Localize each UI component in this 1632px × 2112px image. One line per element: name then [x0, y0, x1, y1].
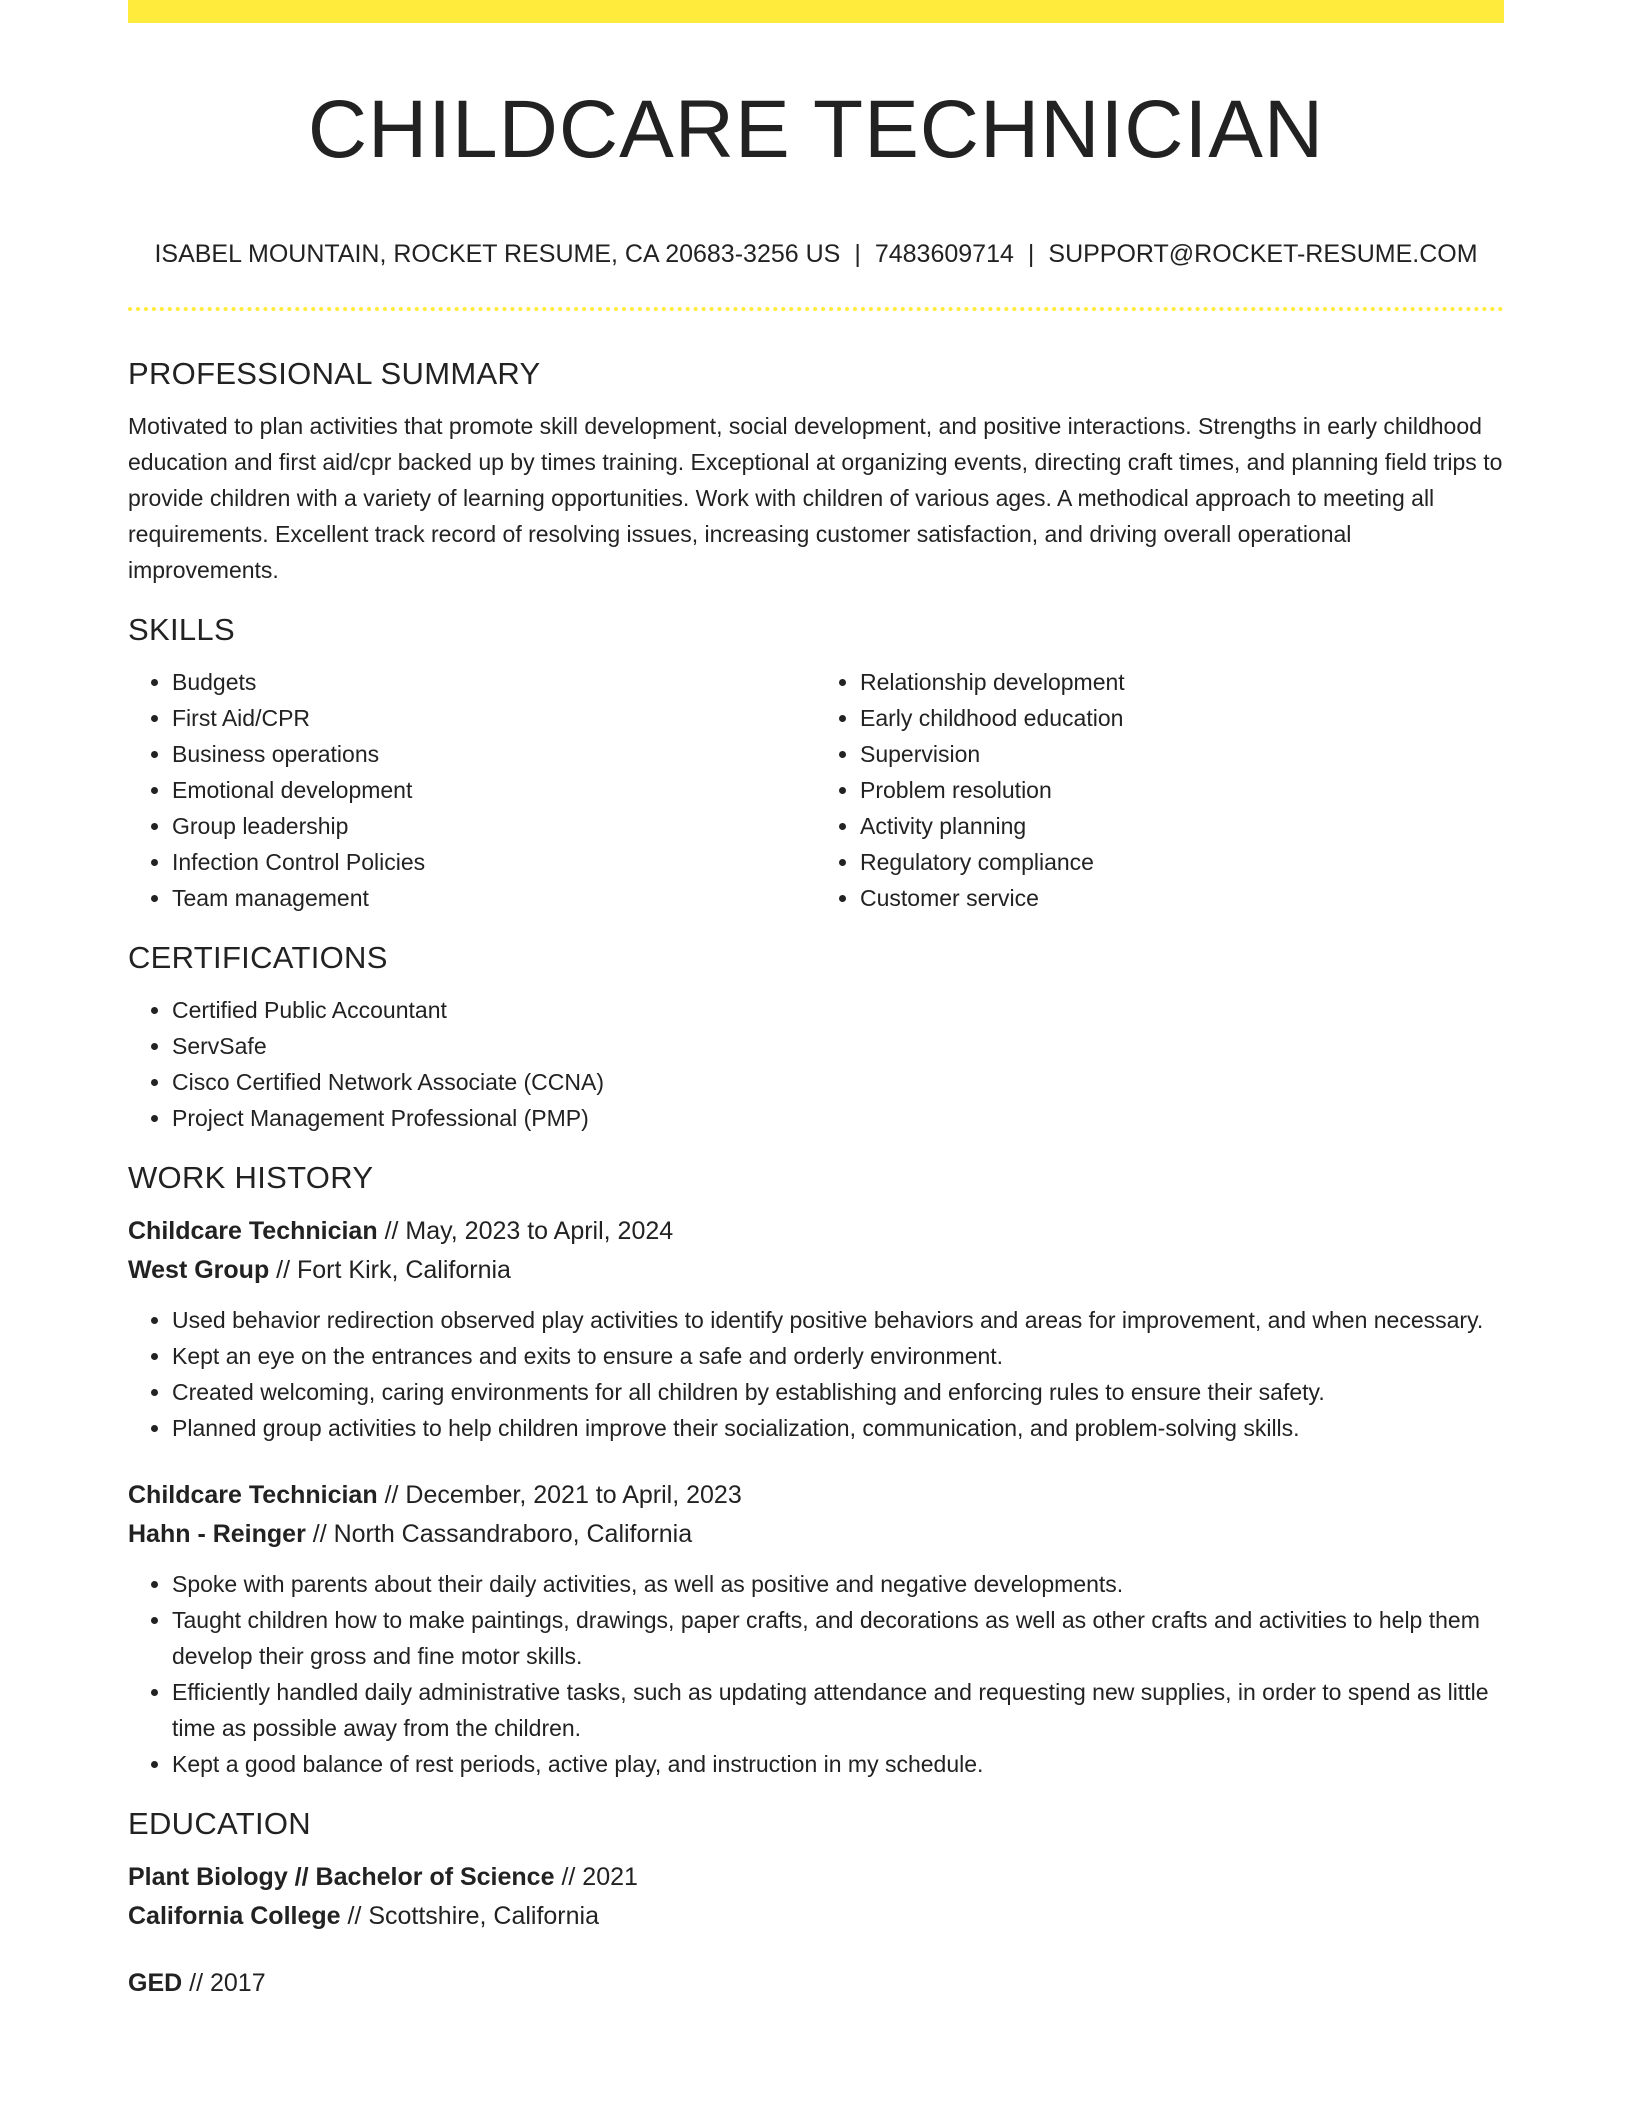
- contact-line: [128, 237, 1504, 271]
- section-heading: EDUCATION: [128, 1806, 311, 1841]
- section-heading: CERTIFICATIONS: [128, 940, 388, 975]
- skill-item: • Group leadership: [172, 808, 816, 844]
- skill-item: • Regulatory compliance: [860, 844, 1504, 880]
- skill-item: • Problem resolution: [860, 772, 1504, 808]
- skill-item: • Activity planning: [860, 808, 1504, 844]
- job-bullet: • Planned group activities to help children improve their socialization, communication, and problem-solving skills.: [172, 1410, 1504, 1446]
- job-bullet: • Efficiently handled daily administrative tasks, such as updating attendance and requesting new supplies, in order to spend as little time as possible away from the children.: [172, 1674, 1504, 1746]
- summary-section: [128, 352, 1504, 588]
- skill-item: • Budgets: [172, 664, 816, 700]
- education-year: // 2017: [189, 1969, 266, 1997]
- education-entry: [128, 1858, 1504, 1936]
- skill-item: • Supervision: [860, 736, 1504, 772]
- education-degree: Plant Biology // Bachelor of Science: [128, 1863, 555, 1891]
- certification-item: • Certified Public Accountant: [172, 992, 1504, 1028]
- skills-list-right: [816, 664, 1504, 916]
- certification-item: • Cisco Certified Network Associate (CCNA): [172, 1064, 1504, 1100]
- job-title: Childcare Technician: [128, 1481, 378, 1509]
- job-bullets: [128, 1302, 1504, 1446]
- education-school: California College: [128, 1902, 341, 1930]
- education-entry: [128, 1964, 1504, 2003]
- summary-text: Motivated to plan activities that promote skill development, social development, and positive interactions. Strengths in early childhood education and first aid/cpr backed up by times training. Exceptional at organizing events, directing craft times, and planning field trips to provide children with a variety of learning opportunities. Work with children of various ages. A methodical approach to meeting all requirements. Excellent track record of resolving issues, increasing customer satisfaction, and driving overall operational improvements.: [128, 413, 1503, 583]
- certifications-section: [128, 936, 1504, 1136]
- job-dates: // May, 2023 to April, 2024: [384, 1217, 674, 1245]
- job-company: Hahn - Reinger: [128, 1520, 306, 1548]
- certification-item: • ServSafe: [172, 1028, 1504, 1064]
- resume-content: [128, 352, 1504, 2023]
- job-location: // Fort Kirk, California: [276, 1256, 511, 1284]
- job-company-line: [128, 1251, 1504, 1290]
- job-title: Childcare Technician: [128, 1217, 378, 1245]
- skill-item: • Team management: [172, 880, 816, 916]
- skill-item: • Emotional development: [172, 772, 816, 808]
- section-heading: PROFESSIONAL SUMMARY: [128, 356, 541, 391]
- job-bullet: • Created welcoming, caring environments for all children by establishing and enforcing rules to ensure their safety.: [172, 1374, 1504, 1410]
- skill-item: • Customer service: [860, 880, 1504, 916]
- skill-item: • Business operations: [172, 736, 816, 772]
- skills-section: [128, 608, 1504, 916]
- job-bullet: • Used behavior redirection observed play activities to identify positive behaviors and areas for improvement, and when necessary.: [172, 1302, 1504, 1338]
- section-heading: WORK HISTORY: [128, 1160, 374, 1195]
- resume-title: CHILDCARE TECHNICIAN: [307, 84, 1325, 175]
- education-degree-line: [128, 1964, 1504, 2003]
- education-location: // Scottshire, California: [347, 1902, 599, 1930]
- skills-list-left: [128, 664, 816, 916]
- education-year: // 2021: [561, 1863, 638, 1891]
- job-bullet: • Kept a good balance of rest periods, active play, and instruction in my schedule.: [172, 1746, 1504, 1782]
- education-degree-line: [128, 1858, 1504, 1897]
- dotted-divider: [128, 307, 1504, 311]
- certifications-list: [128, 992, 1504, 1136]
- work-history-section: [128, 1156, 1504, 1782]
- job-entry: [128, 1476, 1504, 1782]
- education-section: [128, 1802, 1504, 2003]
- job-dates: // December, 2021 to April, 2023: [384, 1481, 742, 1509]
- job-bullet: • Taught children how to make paintings, drawings, paper crafts, and decorations as well as other crafts and activities to help them develop their gross and fine motor skills.: [172, 1602, 1504, 1674]
- job-company-line: [128, 1515, 1504, 1554]
- contact-separator: |: [854, 240, 861, 268]
- skill-item: • Infection Control Policies: [172, 844, 816, 880]
- contact-separator: |: [1027, 240, 1035, 268]
- skills-columns: [128, 652, 1504, 916]
- job-company: West Group: [128, 1256, 270, 1284]
- job-bullet: • Kept an eye on the entrances and exits to ensure a safe and orderly environment.: [172, 1338, 1504, 1374]
- contact-address: ISABEL MOUNTAIN, ROCKET RESUME, CA 20683-3256 US: [154, 240, 841, 268]
- skill-item: • First Aid/CPR: [172, 700, 816, 736]
- job-location: // North Cassandraboro, California: [312, 1520, 693, 1548]
- section-heading: SKILLS: [128, 612, 235, 647]
- skill-item: • Relationship development: [860, 664, 1504, 700]
- accent-top-bar: [128, 0, 1504, 23]
- education-school-line: [128, 1897, 1504, 1936]
- job-bullet: • Spoke with parents about their daily activities, as well as positive and negative developments.: [172, 1566, 1504, 1602]
- certification-item: • Project Management Professional (PMP): [172, 1100, 1504, 1136]
- skill-item: • Early childhood education: [860, 700, 1504, 736]
- job-bullets: [128, 1566, 1504, 1782]
- education-degree: GED: [128, 1969, 183, 1997]
- contact-phone: 7483609714: [874, 240, 1014, 268]
- job-entry: [128, 1212, 1504, 1446]
- job-title-line: [128, 1212, 1504, 1251]
- job-title-line: [128, 1476, 1504, 1515]
- contact-email: SUPPORT@ROCKET-RESUME.COM: [1048, 240, 1478, 268]
